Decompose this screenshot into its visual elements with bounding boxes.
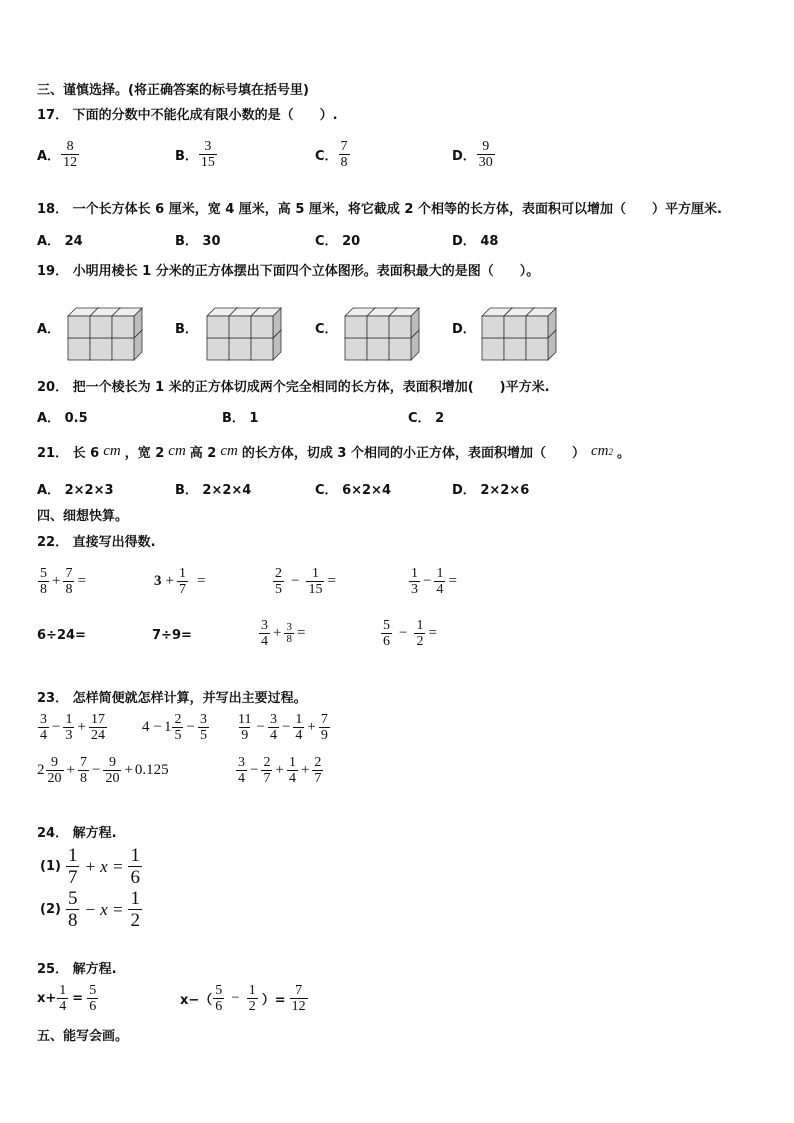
q22-expr-1 <box>37 566 88 597</box>
numerator: 7 <box>295 983 303 998</box>
equation-tag: (1) <box>40 859 61 874</box>
denominator: 12 <box>63 155 78 170</box>
numerator: 1 <box>65 712 73 727</box>
denominator: 5 <box>174 728 182 743</box>
exponent: 2 <box>608 446 613 457</box>
q21-option-c: C． 6×2×4 <box>315 483 391 498</box>
numerator: 3 <box>261 618 268 633</box>
equals: = <box>327 573 336 589</box>
denominator: 6 <box>215 999 223 1014</box>
denominator: 8 <box>79 771 87 786</box>
equation-middle: − x = <box>84 899 124 919</box>
numerator: 3 <box>40 712 47 727</box>
operator: − <box>291 573 300 589</box>
denominator: 8 <box>286 633 292 645</box>
question-18-stem: 18． 一个长方体长 6 厘米，宽 4 厘米，高 5 厘米，将它截成 2 个相等的长方体，表面积可以增加（ ）平方厘米. <box>37 202 722 217</box>
operator: − <box>91 762 101 778</box>
q21-option-d: D． 2×2×6 <box>452 483 530 498</box>
question-22-stem: 22． 直接写出得数. <box>37 535 156 550</box>
denominator: 4 <box>288 771 296 786</box>
denominator: 2 <box>130 910 140 931</box>
q20-option-a: A． 0.5 <box>37 411 88 426</box>
q22-expr-2 <box>152 566 207 597</box>
numerator: 3 <box>238 755 245 770</box>
numerator: 1 <box>130 845 140 866</box>
q22-expr-3 <box>272 566 338 597</box>
operator: − <box>399 625 408 641</box>
denominator: 8 <box>67 910 78 931</box>
numerator: 2 <box>263 755 271 770</box>
equals: = <box>72 991 84 1006</box>
numerator: 17 <box>90 712 105 727</box>
unit-cm: cm <box>220 443 238 459</box>
denominator: 4 <box>269 728 277 743</box>
question-19-stem: 19． 小明用棱长 1 分米的正方体摆出下面四个立体图形。表面积最大的是图（ ）。 <box>37 264 540 279</box>
denominator: 7 <box>178 582 186 597</box>
q22-expr-4 <box>408 566 459 597</box>
q18-option-b: B． 30 <box>175 234 221 249</box>
denominator: 3 <box>65 728 73 743</box>
whole: 4 <box>142 719 150 735</box>
denominator: 12 <box>291 999 306 1014</box>
operator: − <box>281 719 291 735</box>
equals: = <box>296 625 306 641</box>
q17-option-c <box>315 139 351 170</box>
q24-equation-1 <box>40 845 143 888</box>
q21-text-4: 的长方体，切成 3 个相同的小正方体，表面积增加（ ） <box>241 446 585 461</box>
q21-option-b: B． 2×2×4 <box>175 483 252 498</box>
operator: − <box>423 573 432 589</box>
denominator: 24 <box>90 728 105 743</box>
denominator: 15 <box>308 582 323 597</box>
equation-prefix: x+ <box>37 991 57 1006</box>
denominator: 5 <box>275 582 282 597</box>
q23-expr-1 <box>37 712 108 743</box>
q19-letter-b: B． <box>175 322 198 337</box>
operator: + <box>300 762 310 778</box>
numerator: 3 <box>204 139 212 154</box>
q21-text-3: 高 2 <box>189 446 217 461</box>
q22-expr-8 <box>380 618 439 649</box>
numerator: 3 <box>286 621 292 633</box>
unit-cm-squared: cm <box>590 443 609 459</box>
denominator: 20 <box>105 771 120 786</box>
option-letter: B． <box>175 149 198 164</box>
q22-expr-5: 6÷24= <box>37 628 86 643</box>
operator: + <box>66 762 75 778</box>
cube-figure-d <box>480 292 570 364</box>
numerator: 2 <box>174 712 182 727</box>
section-heading-3: 三、谨慎选择。(将正确答案的标号填在括号里) <box>37 83 309 98</box>
q20-option-b: B． 1 <box>222 411 259 426</box>
numerator: 3 <box>199 712 207 727</box>
equals: = <box>196 573 206 589</box>
unit-cube <box>389 308 419 338</box>
unit-cube <box>251 308 281 338</box>
mixed-whole: 2 <box>37 762 45 778</box>
section-heading-5: 五、能写会画。 <box>37 1029 129 1044</box>
q23-expr-4 <box>37 755 169 786</box>
operator: − <box>231 990 240 1006</box>
denominator: 5 <box>199 728 207 743</box>
numerator: 1 <box>67 845 78 866</box>
denominator: 4 <box>295 728 303 743</box>
q17-option-a <box>37 139 80 170</box>
numerator: 7 <box>340 139 348 154</box>
q23-expr-3 <box>235 712 331 743</box>
q21-text-1: 21． 长 6 <box>37 446 100 461</box>
cube-figure-a <box>66 292 156 364</box>
numerator: 1 <box>295 712 303 727</box>
q25-equation-1 <box>37 983 99 1014</box>
question-25-stem: 25． 解方程. <box>37 962 117 977</box>
numerator: 5 <box>383 618 390 633</box>
operator: + <box>165 573 174 589</box>
denominator: 6 <box>383 634 390 649</box>
denominator: 4 <box>261 634 268 649</box>
denominator: 4 <box>436 582 444 597</box>
q18-option-c: C． 20 <box>315 234 361 249</box>
unit-cm: cm <box>168 443 186 459</box>
operator: + <box>273 625 282 641</box>
question-23-stem: 23． 怎样简便就怎样计算，并写出主要过程。 <box>37 691 307 706</box>
denominator: 4 <box>238 771 245 786</box>
numerator: 1 <box>311 566 319 581</box>
operator: + <box>77 719 86 735</box>
denominator: 6 <box>89 999 97 1014</box>
q21-option-a: A． 2×2×3 <box>37 483 114 498</box>
numerator: 1 <box>248 983 256 998</box>
q19-letter-d: D． <box>452 322 476 337</box>
question-20-stem: 20． 把一个棱长为 1 米的正方体切成两个完全相同的长方体，表面积增加( )平方米. <box>37 380 550 395</box>
equation-prefix: x−（ <box>180 993 213 1008</box>
q19-letter-a: A． <box>37 322 61 337</box>
numerator: 7 <box>65 566 73 581</box>
numerator: 5 <box>67 888 78 909</box>
q18-option-a: A． 24 <box>37 234 83 249</box>
numerator: 1 <box>288 755 296 770</box>
denominator: 20 <box>47 771 62 786</box>
equals: = <box>448 573 457 589</box>
operator: + <box>275 762 284 778</box>
operator: + <box>124 762 133 778</box>
operator: + <box>307 719 316 735</box>
q18-option-d: D． 48 <box>452 234 499 249</box>
option-letter: D． <box>452 149 476 164</box>
numerator: 1 <box>178 566 186 581</box>
numerator: 3 <box>269 712 277 727</box>
numerator: 5 <box>40 566 47 581</box>
operator: − <box>186 719 195 735</box>
numerator: 2 <box>275 566 282 581</box>
whole: 3 <box>154 573 162 589</box>
option-letter: A． <box>37 149 61 164</box>
numerator: 9 <box>482 139 490 154</box>
denominator: 9 <box>241 728 249 743</box>
numerator: 7 <box>320 712 328 727</box>
decimal: 0.125 <box>134 762 169 778</box>
numerator: 1 <box>130 888 140 909</box>
option-letter: C． <box>315 149 338 164</box>
denominator: 15 <box>200 155 215 170</box>
cube-figure-b <box>205 292 295 364</box>
q17-option-d <box>452 139 496 170</box>
operator: + <box>52 573 61 589</box>
numerator: 5 <box>215 983 223 998</box>
q20-option-c: C． 2 <box>408 411 445 426</box>
denominator: 8 <box>40 582 47 597</box>
q21-text-2: ，宽 2 <box>124 446 165 461</box>
unit-cm: cm <box>103 443 121 459</box>
numerator: 7 <box>79 755 87 770</box>
equation-middle: + x = <box>84 856 124 876</box>
numerator: 9 <box>108 755 116 770</box>
operator: − <box>52 719 61 735</box>
operator: − <box>153 719 162 735</box>
equals: = <box>77 573 86 589</box>
q19-letter-c: C． <box>315 322 338 337</box>
denominator: 9 <box>320 728 328 743</box>
q17-option-b <box>175 139 218 170</box>
denominator: 4 <box>59 999 67 1014</box>
denominator: 3 <box>411 582 418 597</box>
mixed-whole: 1 <box>163 719 172 735</box>
numerator: 2 <box>314 755 322 770</box>
denominator: 30 <box>478 155 493 170</box>
denominator: 4 <box>40 728 47 743</box>
q21-end: 。 <box>616 446 630 461</box>
denominator: 2 <box>248 999 256 1014</box>
denominator: 7 <box>263 771 271 786</box>
denominator: 8 <box>340 155 348 170</box>
numerator: 1 <box>436 566 444 581</box>
cube-figure-c <box>343 292 433 364</box>
q23-expr-5 <box>235 755 324 786</box>
section-heading-4: 四、细想快算。 <box>37 509 129 524</box>
numerator: 9 <box>51 755 58 770</box>
equation-close: ）= <box>261 993 286 1008</box>
denominator: 7 <box>67 867 78 888</box>
operator: − <box>256 719 265 735</box>
equals: = <box>428 625 437 641</box>
numerator: 1 <box>59 983 67 998</box>
unit-cube <box>112 308 142 338</box>
question-24-stem: 24． 解方程. <box>37 826 117 841</box>
q23-expr-2 <box>140 712 210 743</box>
numerator: 5 <box>89 983 97 998</box>
question-17-stem: 17． 下面的分数中不能化成有限小数的是（ ）. <box>37 108 338 123</box>
denominator: 8 <box>65 582 73 597</box>
numerator: 1 <box>411 566 418 581</box>
numerator: 8 <box>66 139 74 154</box>
q22-expr-6: 7÷9= <box>152 628 192 643</box>
denominator: 7 <box>314 771 322 786</box>
q24-equation-2 <box>40 888 143 931</box>
q25-equation-2 <box>180 983 309 1014</box>
denominator: 6 <box>130 867 140 888</box>
numerator: 11 <box>238 712 252 727</box>
q22-expr-7 <box>258 618 307 649</box>
equation-tag: (2) <box>40 902 61 917</box>
denominator: 2 <box>416 634 424 649</box>
unit-cube <box>526 308 556 338</box>
question-21-stem <box>37 442 630 461</box>
numerator: 1 <box>416 618 424 633</box>
operator: − <box>250 762 259 778</box>
